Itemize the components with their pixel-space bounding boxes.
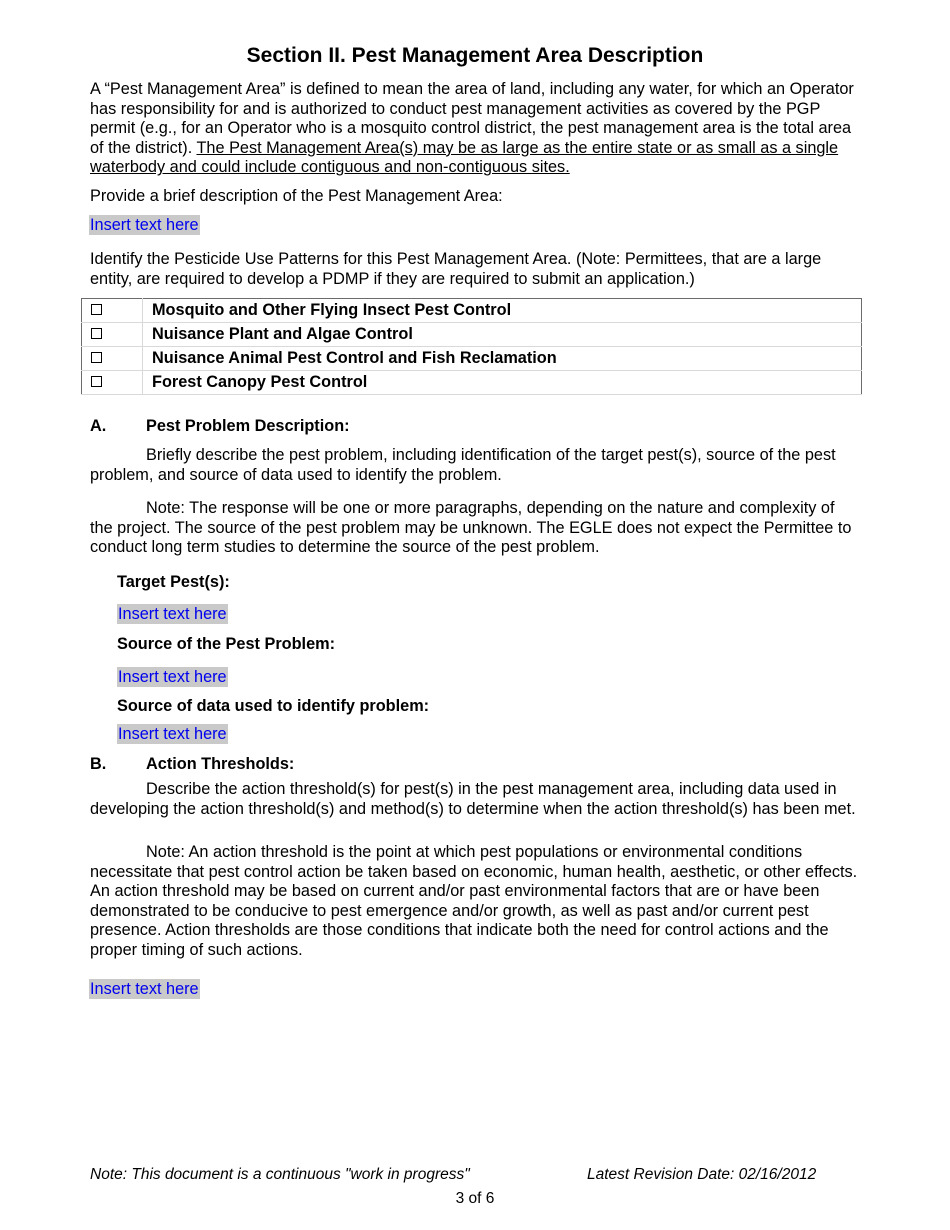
- footer-revision-date: Latest Revision Date: 02/16/2012: [587, 1166, 817, 1183]
- checkbox-cell: [82, 371, 143, 395]
- use-patterns-table: [81, 298, 862, 395]
- page-number: 3 of 6: [455, 1190, 495, 1207]
- section-b-title: Action Thresholds:: [146, 755, 295, 773]
- checkbox-cell: [82, 323, 143, 347]
- use-pattern-label: Mosquito and Other Flying Insect Pest Control: [143, 299, 862, 323]
- area-description-input[interactable]: Insert text here: [90, 216, 199, 234]
- use-pattern-label: Nuisance Plant and Algae Control: [143, 323, 862, 347]
- use-pattern-label: Forest Canopy Pest Control: [143, 371, 862, 395]
- data-source-input[interactable]: Insert text here: [118, 725, 227, 743]
- table-row: [82, 299, 862, 323]
- section-a-title: Pest Problem Description:: [146, 417, 350, 435]
- intro-text: A “Pest Management Area” is defined to mean the area of land, including any water, for which an Operator has responsibility for and is authorized to conduct pest management activities as covered by the PGP permit (e.g., for an Operator who is a mosquito control district, the pest management area is the total area of the district).: [90, 80, 854, 157]
- intro-paragraph: [90, 80, 860, 178]
- describe-prompt: Provide a brief description of the Pest Management Area:: [90, 187, 503, 205]
- section-b-para1: Describe the action threshold(s) for pest(s) in the pest management area, including data used in developing the action threshold(s) and method(s) to determine when the action threshold(s) has been met.: [90, 780, 856, 818]
- table-row: [82, 347, 862, 371]
- action-thresholds-input[interactable]: Insert text here: [90, 980, 199, 998]
- data-source-label: Source of data used to identify problem:: [117, 697, 430, 715]
- section-b-para2: Note: An action threshold is the point at which pest populations or environmental conditions necessitate that pest control action be taken based on economic, human health, aesthetic, or other effects. An action threshold may be based on current and/or past environmental factors that are or have been demonstrated to be conducive to pest emergence and/or growth, as well as past and/or current pest presence. Action thresholds are those conditions that indicate both the need for control actions and the proper timing of such actions.: [90, 843, 858, 959]
- use-patterns-intro: Identify the Pesticide Use Patterns for this Pest Management Area. (Note: Permittees, that are a large entity, are required to develop a PDMP if they are required to submit an application.): [90, 250, 822, 288]
- target-pests-label: Target Pest(s):: [117, 573, 230, 591]
- use-pattern-label: Nuisance Animal Pest Control and Fish Reclamation: [143, 347, 862, 371]
- table-row: [82, 371, 862, 395]
- section-a-para2: Note: The response will be one or more paragraphs, depending on the nature and complexity of the project. The source of the pest problem may be unknown. The EGLE does not expect the Permittee to conduct long term studies to determine the source of the pest problem.: [90, 499, 852, 557]
- checkbox-nuisance-plant[interactable]: [91, 328, 102, 339]
- table-row: [82, 323, 862, 347]
- footer-note: Note: This document is a continuous "work in progress": [90, 1166, 470, 1183]
- section-a-letter: A.: [90, 417, 107, 435]
- section-b-letter: B.: [90, 755, 107, 773]
- section-title: Section II. Pest Management Area Description: [246, 44, 704, 67]
- target-pests-input[interactable]: Insert text here: [118, 605, 227, 623]
- section-a-para1: Briefly describe the pest problem, including identification of the target pest(s), source of the pest problem, and source of data used to identify the problem.: [90, 446, 836, 484]
- checkbox-cell: [82, 299, 143, 323]
- checkbox-cell: [82, 347, 143, 371]
- checkbox-forest-canopy[interactable]: [91, 376, 102, 387]
- checkbox-nuisance-animal[interactable]: [91, 352, 102, 363]
- pest-source-input[interactable]: Insert text here: [118, 668, 227, 686]
- intro-underlined-text: The Pest Management Area(s) may be as large as the entire state or as small as a single waterbody and could include contiguous and non-contiguous sites.: [90, 138, 839, 177]
- checkbox-mosquito[interactable]: [91, 304, 102, 315]
- pest-source-label: Source of the Pest Problem:: [117, 635, 336, 653]
